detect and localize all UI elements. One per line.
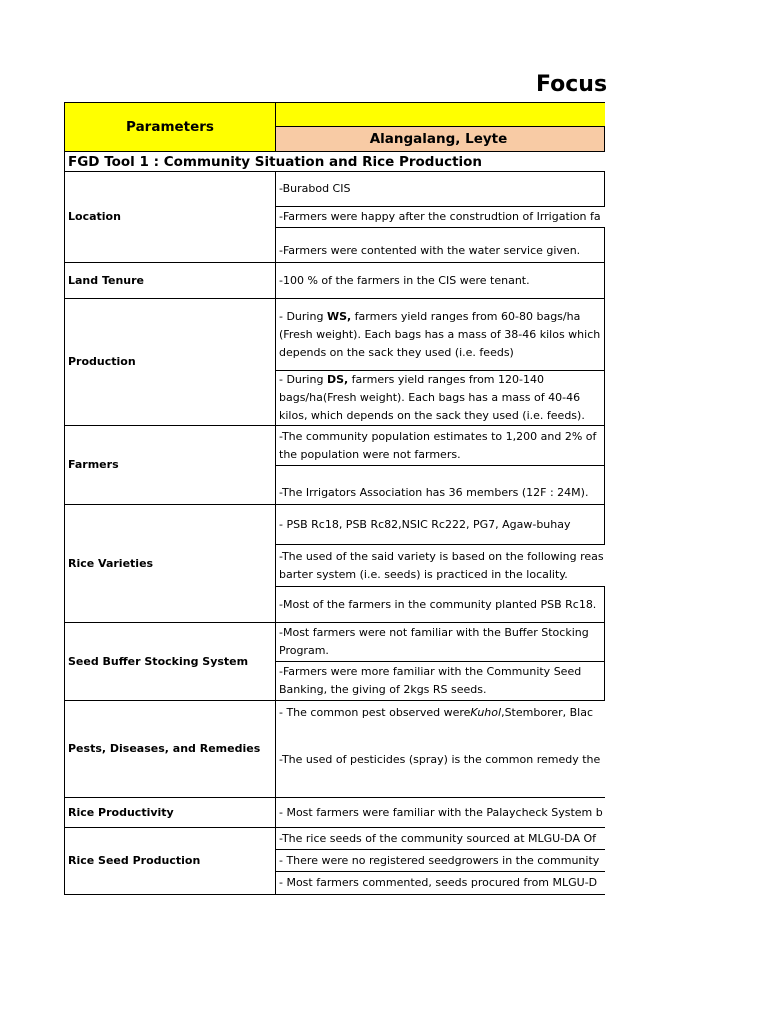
param-production[interactable]: Production <box>64 298 276 426</box>
rice-varieties-line: -The used of the said variety is based on the following reas <box>279 549 604 563</box>
param-rice-productivity[interactable]: Rice Productivity <box>64 797 276 828</box>
remedy-line: -The used of pesticides (spray) is the common remedy the <box>279 753 601 766</box>
page-title: Focus <box>536 72 608 97</box>
production-ds-item[interactable] <box>275 370 605 426</box>
farmers-item[interactable]: -The Irrigators Association has 36 members (12F : 24M). <box>275 465 605 505</box>
location-group-header[interactable] <box>275 102 605 127</box>
production-ws-prefix: - During <box>279 309 327 323</box>
pests-item[interactable] <box>275 700 605 798</box>
rice-varieties-item[interactable]: - PSB Rc18, PSB Rc82,NSIC Rc222, PG7, Agaw-buhay <box>275 504 605 545</box>
param-farmers[interactable]: Farmers <box>64 425 276 505</box>
production-ws-text: farmers yield ranges from 60-80 bags/ha (Fresh weight). Each bags has a mass of 38-46 kilos which depends on the sack they used (i.e. feeds) <box>279 309 601 359</box>
production-ds-keyword: DS, <box>326 373 349 386</box>
pests-prefix: - The common pest observed were <box>279 706 471 719</box>
production-ds-text: farmers yield ranges from 120-140 bags/ha(Fresh weight). Each bags has a mass of 40-46 kilos, which depends on the sack they used (i.e. feeds). <box>279 373 585 422</box>
production-ws-keyword: WS, <box>326 309 352 323</box>
param-rice-seed-production[interactable]: Rice Seed Production <box>64 827 276 895</box>
rice-varieties-line: barter system (i.e. seeds) is practiced in the locality. <box>279 567 568 581</box>
location-header[interactable] <box>275 126 605 152</box>
location-header-label: Alangalang, Leyte <box>369 131 508 147</box>
seed-buffer-item[interactable]: -Most farmers were not familiar with the Buffer Stocking Program. <box>275 622 605 662</box>
param-rice-varieties[interactable]: Rice Varieties <box>64 504 276 623</box>
seed-buffer-item[interactable]: -Farmers were more familiar with the Community Seed Banking, the giving of 2kgs RS seeds. <box>275 661 605 701</box>
production-ds-prefix: - During <box>279 373 327 386</box>
production-ws-item[interactable] <box>275 298 605 371</box>
param-location[interactable]: Location <box>64 171 276 263</box>
param-seed-buffer[interactable]: Seed Buffer Stocking System <box>64 622 276 701</box>
param-land-tenure[interactable]: Land Tenure <box>64 262 276 299</box>
location-item[interactable]: -Farmers were happy after the construdtion of Irrigation fa <box>275 206 605 228</box>
pests-italic: Kuhol <box>470 706 502 719</box>
seed-production-item[interactable]: - Most farmers commented, seeds procured from MLGU-D <box>275 871 605 895</box>
param-pests[interactable]: Pests, Diseases, and Remedies <box>64 700 276 798</box>
tool-title[interactable]: FGD Tool 1 : Community Situation and Rice Production <box>64 151 605 172</box>
seed-production-item[interactable]: - There were no registered seedgrowers in the community <box>275 849 605 872</box>
land-tenure-item[interactable]: -100 % of the farmers in the CIS were tenant. <box>275 262 605 299</box>
rice-varieties-item[interactable] <box>275 544 605 587</box>
pests-rest: ,Stemborer, Blac <box>501 706 594 719</box>
farmers-item[interactable]: -The community population estimates to 1,200 and 2% of the population were not farmers. <box>275 425 605 466</box>
parameters-header[interactable]: Parameters <box>64 102 276 152</box>
seed-production-item[interactable]: -The rice seeds of the community sourced at MLGU-DA Of <box>275 827 605 850</box>
pests-line <box>279 701 593 725</box>
productivity-item[interactable]: - Most farmers were familiar with the Palaycheck System b <box>275 797 605 828</box>
location-item[interactable]: -Burabod CIS <box>275 171 605 207</box>
rice-varieties-item[interactable]: -Most of the farmers in the community planted PSB Rc18. <box>275 586 605 623</box>
location-item[interactable]: -Farmers were contented with the water service given. <box>275 227 605 263</box>
